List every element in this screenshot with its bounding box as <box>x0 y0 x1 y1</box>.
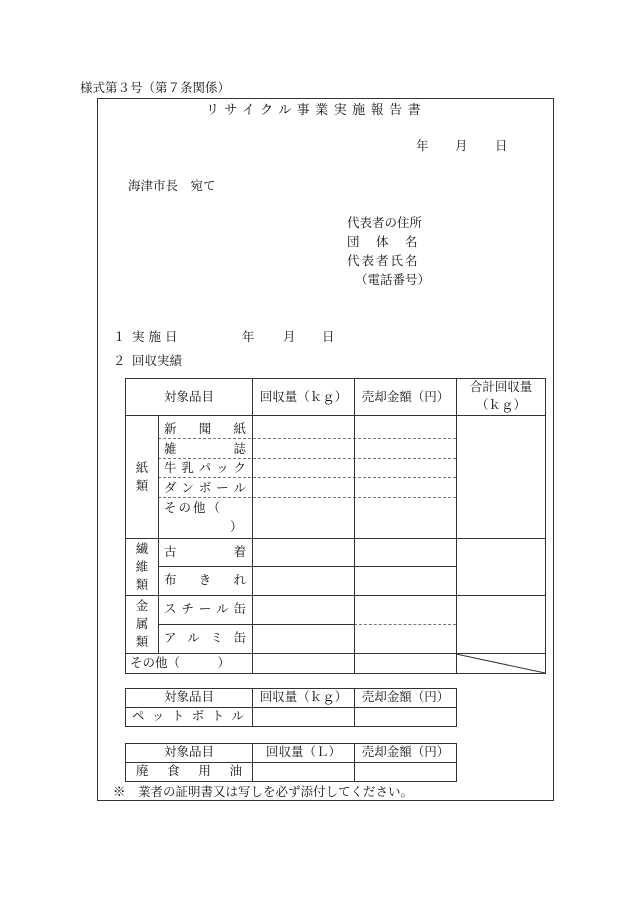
date-day-label: 日 <box>495 138 508 153</box>
item-newspaper: 新 聞 紙 <box>164 421 246 436</box>
header-total-line2: （ｋｇ） <box>475 397 526 412</box>
header-item: 対象品目 <box>163 389 214 404</box>
section1-number: １ <box>113 329 126 344</box>
header-total-line1: 合計回収量 <box>469 379 533 394</box>
form-number: 様式第３号（第７条関係） <box>80 80 231 95</box>
addressee: 海津市長 宛て <box>128 178 216 193</box>
applicant-group-label: 団 体 名 <box>347 234 420 249</box>
item-cardboard: ダ ン ボ ー ル <box>164 480 246 495</box>
metal-group-label: 金 属 類 <box>135 598 149 649</box>
item-paper-other-line2: ） <box>230 519 243 534</box>
item-other-row: その他（ ） <box>130 655 231 670</box>
item-pet-bottle: ペ ッ ト ボ ト ル <box>132 708 244 723</box>
t3-header-item: 対象品目 <box>163 744 214 759</box>
applicant-phone-label: （電話番号） <box>355 272 431 287</box>
item-magazine: 雑 誌 <box>164 441 246 456</box>
section2-number: ２ <box>113 353 126 368</box>
section1-day: 日 <box>322 329 335 344</box>
t3-header-amount: 回収量（Ｌ） <box>265 744 341 759</box>
section1-label: 実施日 <box>132 329 182 344</box>
t2-header-sales: 売却金額（円） <box>361 689 450 704</box>
fiber-group-label: 繊 維 類 <box>135 541 149 592</box>
form-title: リサイクル事業実施報告書 <box>206 103 427 118</box>
section1-year: 年 <box>242 329 255 344</box>
section2-label: 回収実績 <box>132 353 183 368</box>
attachment-note: ※ 業者の証明書又は写しを必ず添付してください。 <box>113 784 414 799</box>
date-month-label: 月 <box>455 138 468 153</box>
paper-group-label: 紙 類 <box>135 460 149 493</box>
header-amount: 回収量（ｋｇ） <box>259 389 348 404</box>
t2-header-item: 対象品目 <box>163 689 214 704</box>
item-cloth-scraps: 布 き れ <box>164 572 246 587</box>
item-used-clothes: 古 着 <box>164 544 246 559</box>
t3-header-sales: 売却金額（円） <box>361 744 450 759</box>
item-waste-oil: 廃 食 用 油 <box>136 763 242 778</box>
diagonal-slash <box>456 653 546 674</box>
header-sales: 売却金額（円） <box>361 389 450 404</box>
section1-month: 月 <box>283 329 296 344</box>
item-aluminum-can: ア ル ミ 缶 <box>164 630 246 645</box>
item-paper-other-line1: その他（ <box>164 500 223 515</box>
item-milk-carton: 牛 乳 パ ッ ク <box>164 460 246 475</box>
t2-header-amount: 回収量（ｋｇ） <box>259 689 348 704</box>
item-steel-can: ス チ ー ル 缶 <box>164 601 246 616</box>
date-year-label: 年 <box>416 138 429 153</box>
applicant-name-label: 代表者氏名 <box>347 253 420 268</box>
applicant-address-label: 代表者の住所 <box>347 215 423 230</box>
